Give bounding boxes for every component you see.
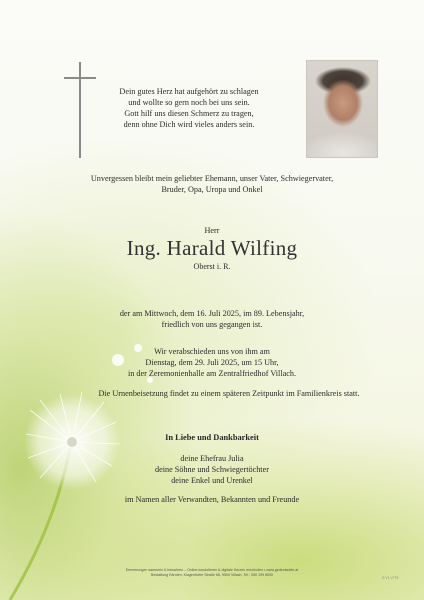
farewell-line: Dienstag, dem 29. Juli 2025, um 15 Uhr, (145, 358, 279, 367)
love-heading: In Liebe und Dankbarkeit (165, 433, 259, 442)
death-notice (80, 308, 344, 330)
verse-line: Gott hilf uns diesen Schmerz zu tragen, (124, 109, 254, 118)
farewell-line: Wir verabschieden uns von ihm am (154, 347, 270, 356)
verse-line: und wolltе so gern noch bei uns sein. (128, 98, 250, 107)
remembrance-line: Unvergessen bleibt mein geliebter Ehemann, unser Vater, Schwiegervater, (90, 174, 334, 183)
remembrance-text (60, 173, 364, 195)
verse-line: denn ohne Dich wird vieles anders sein. (123, 120, 255, 129)
cross-icon-bar (64, 77, 96, 79)
farewell-line: in der Zeremonienhalle am Zentralfriedhof Villach. (127, 369, 297, 378)
death-line: der am Mittwoch, dem 16. Juli 2025, im 89. Lebensjahr, (119, 309, 305, 318)
death-line: friedlich von uns gegangen ist. (161, 320, 263, 329)
remembrance-line: Bruder, Opa, Uropa und Onkel (161, 185, 263, 194)
portrait-photo (306, 60, 378, 158)
family-list (80, 453, 344, 486)
footer-imprint (90, 568, 334, 578)
footer-line: Bestattung Kärnten, Klagenfurter Straße 66, 9500 Villach, Tel.: 050 199 8090 (150, 573, 274, 577)
family-line: deine Enkel und Urenkel (171, 476, 253, 485)
relatives-line: im Namen aller Verwandten, Bekannten und Freunde (124, 495, 300, 504)
honorific: Herr (204, 226, 220, 235)
urn-burial-notice: Die Urnenbeisetzung findet zu einem späteren Zeitpunkt im Familienkreis statt. (98, 389, 360, 398)
print-code: D V1 V776 (382, 576, 399, 580)
footer-line: Erinnerungen sammeln & bewahren – Online kondolieren & digitale Kerzen entzünden • www.gedenkseite.at (125, 568, 299, 572)
family-line: deine Ehefrau Julia (180, 454, 244, 463)
memorial-verse (96, 86, 282, 130)
deceased-rank: Oberst i. R. (193, 262, 231, 271)
farewell-notice (80, 346, 344, 379)
verse-line: Dein gutes Herz hat aufgehört zu schlagen (119, 87, 259, 96)
deceased-name: Ing. Harald Wilfing (126, 236, 298, 260)
family-line: deine Söhne und Schwiegertöchter (155, 465, 269, 474)
